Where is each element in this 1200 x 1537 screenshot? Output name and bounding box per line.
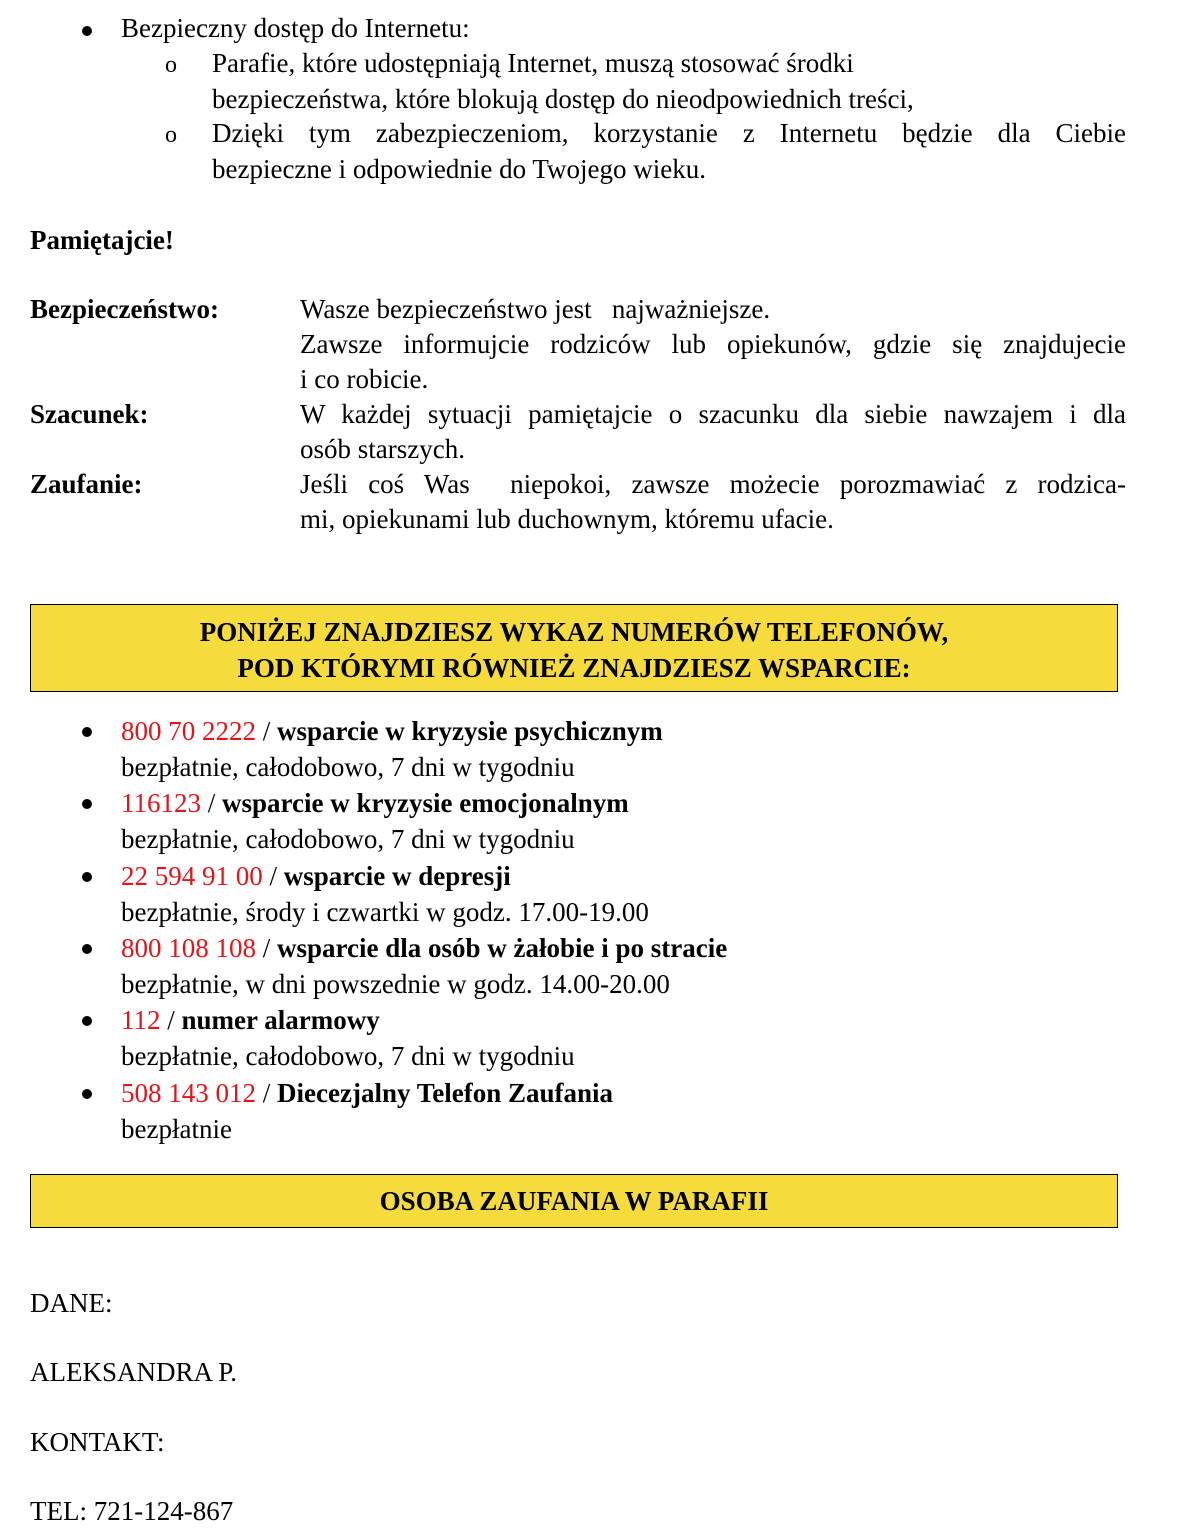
dane-label: DANE: <box>30 1288 113 1318</box>
phone-note: bezpłatnie <box>121 1114 232 1144</box>
separator: / <box>160 1005 182 1035</box>
list-item <box>121 713 663 749</box>
bullet-icon <box>82 1089 92 1099</box>
phone-label: wsparcie w kryzysie emocjonalnym <box>222 788 629 818</box>
internet-item-1-line-1: Parafie, które udostępniają Internet, muszą stosować środki <box>212 48 854 78</box>
phone-label: wsparcie w kryzysie psychicznym <box>277 716 663 746</box>
term-safety: Bezpieczeństwo: <box>30 294 219 324</box>
phone-label: wsparcie dla osób w żałobie i po stracie <box>277 933 728 963</box>
trust-person-title: OSOBA ZAUFANIA W PARAFII <box>379 1186 769 1216</box>
list-item <box>121 1075 613 1111</box>
remember-heading: Pamiętajcie! <box>30 225 174 255</box>
list-item <box>121 785 629 821</box>
bullet-icon <box>82 1016 92 1026</box>
internet-heading: Bezpieczny dostęp do Internetu: <box>121 13 470 43</box>
safety-line-1: Wasze bezpieczeństwo jest najważniejsze. <box>300 294 771 324</box>
list-item <box>121 930 727 966</box>
phone-number[interactable]: 508 143 012 <box>121 1078 256 1108</box>
phone-note: bezpłatnie, całodobowo, 7 dni w tygodniu <box>121 1041 575 1071</box>
separator: / <box>262 861 284 891</box>
safety-line-2: Zawsze informujcie rodziców lub opiekunów, gdzie się znajdujecie <box>300 329 1126 359</box>
separator: / <box>256 1078 278 1108</box>
phone-number[interactable]: 112 <box>121 1005 161 1035</box>
separator: / <box>256 933 278 963</box>
phones-banner <box>30 604 1118 692</box>
internet-item-2-line-2: bezpieczne i odpowiednie do Twojego wieku. <box>212 154 706 184</box>
phones-banner-line-2: POD KTÓRYMI RÓWNIEŻ ZNAJDZIESZ WSPARCIE: <box>237 653 911 683</box>
phone-number[interactable]: 116123 <box>121 788 201 818</box>
phone-number[interactable]: 800 108 108 <box>121 933 256 963</box>
term-respect: Szacunek: <box>30 399 149 429</box>
bullet-icon <box>82 26 92 36</box>
circle-bullet-icon: o <box>165 52 177 78</box>
trust-person-banner <box>30 1174 1118 1228</box>
separator: / <box>256 716 278 746</box>
internet-item-1-line-2: bezpieczeństwa, które blokują dostęp do nieodpowiednich treści, <box>212 84 914 114</box>
bullet-icon <box>82 727 92 737</box>
safety-line-3: i co robicie. <box>300 364 429 394</box>
phones-banner-line-1: PONIŻEJ ZNAJDZIESZ WYKAZ NUMERÓW TELEFONÓW, <box>199 617 949 647</box>
list-item <box>121 858 511 894</box>
trust-line-2: mi, opiekunami lub duchownym, któremu ufacie. <box>300 504 834 534</box>
phone-label: numer alarmowy <box>181 1005 380 1035</box>
respect-line-2: osób starszych. <box>300 434 465 464</box>
separator: / <box>201 788 223 818</box>
respect-line-1: W każdej sytuacji pamiętajcie o szacunku dla siebie nawzajem i dla <box>300 399 1126 429</box>
phone-note: bezpłatnie, całodobowo, 7 dni w tygodniu <box>121 824 575 854</box>
phone-note: bezpłatnie, całodobowo, 7 dni w tygodniu <box>121 752 575 782</box>
phone-label: Diecezjalny Telefon Zaufania <box>277 1078 614 1108</box>
bullet-icon <box>82 799 92 809</box>
trust-line-1: Jeśli coś Was niepokoi, zawsze możecie porozmawiać z rodzica- <box>300 469 1126 499</box>
internet-item-2-line-1: Dzięki tym zabezpieczeniom, korzystanie z Internetu będzie dla Ciebie <box>212 118 1126 148</box>
circle-bullet-icon: o <box>165 122 177 148</box>
phone-note: bezpłatnie, środy i czwartki w godz. 17.00-19.00 <box>121 897 649 927</box>
kontakt-label: KONTAKT: <box>30 1427 165 1457</box>
phone-note: bezpłatnie, w dni powszednie w godz. 14.00-20.00 <box>121 969 670 999</box>
bullet-icon <box>82 944 92 954</box>
phone-number[interactable]: 22 594 91 00 <box>121 861 263 891</box>
bullet-icon <box>82 872 92 882</box>
contact-phone[interactable]: TEL: 721-124-867 <box>30 1496 234 1526</box>
term-trust: Zaufanie: <box>30 469 143 499</box>
contact-name: ALEKSANDRA P. <box>30 1357 238 1387</box>
list-item <box>121 1002 380 1038</box>
phone-label: wsparcie w depresji <box>283 861 511 891</box>
phone-number[interactable]: 800 70 2222 <box>121 716 256 746</box>
